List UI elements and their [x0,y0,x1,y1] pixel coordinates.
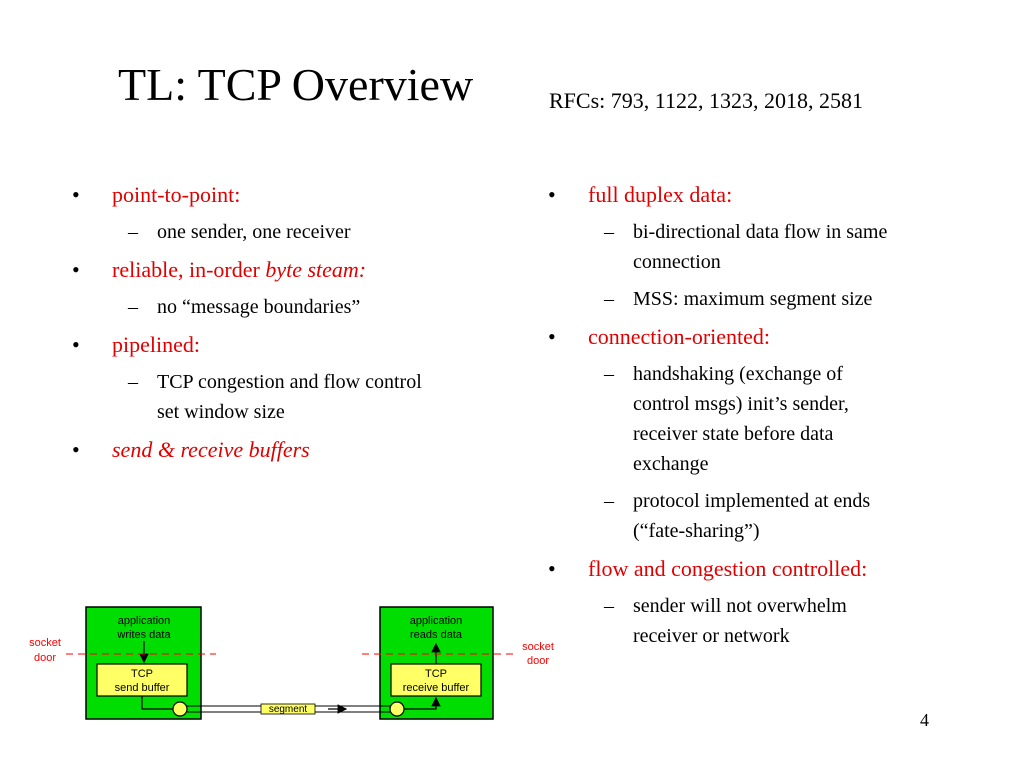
sender-app-label: writes data [117,629,171,641]
dash-marker: – [604,363,614,385]
tcp-buffer-diagram [0,600,600,730]
bullet-reliable [72,255,512,285]
dash-marker: – [128,296,138,318]
sub-item [548,284,988,314]
dash-marker: – [128,221,138,243]
sub-text: one sender, one receiver [157,221,351,243]
bullet-heading: flow and congestion controlled: [588,556,868,581]
receiver-socket [390,702,404,716]
receive-buffer-label: TCP [425,668,447,680]
send-buffer-label: TCP [131,668,153,680]
sub-item [548,359,988,479]
right-socket-door-label: socket [522,641,554,653]
bullet-heading: pipelined: [112,332,200,357]
sub-text-line: receiver state before data [633,423,834,445]
bullet-heading: reliable, in-order [112,257,266,282]
bullet-marker: • [548,324,556,349]
left-socket-door-label: socket [29,637,61,649]
bullet-flow-congestion [548,554,988,584]
dash-marker: – [604,490,614,512]
dash-marker: – [604,288,614,310]
right-socket-door-label: door [526,655,550,667]
right-column [548,180,988,651]
send-buffer-label: send buffer [114,682,170,694]
left-socket-door-label: door [33,652,57,664]
rfc-list: RFCs: 793, 1122, 1323, 2018, 2581 [549,88,863,113]
receive-buffer-label: receive buffer [402,682,470,694]
sub-text: MSS: maximum segment size [633,288,873,310]
bullet-heading-italic: send & receive buffers [112,437,310,462]
sub-item [72,367,512,427]
sub-text-line: connection [633,251,721,273]
sender-app-label: application [117,615,171,627]
sub-item [548,486,988,546]
bullet-full-duplex [548,180,988,210]
bullet-buffers [72,435,512,465]
sub-text-line: control msgs) init’s sender, [633,393,849,415]
sub-item [548,217,988,277]
left-column [72,180,512,465]
sub-text-line: exchange [633,453,709,475]
bullet-heading-italic: byte steam: [265,257,367,282]
sub-text: no “message boundaries” [157,296,361,318]
bullet-pipelined [72,330,512,360]
sub-text-line: sender will not overwhelm [633,595,847,617]
dash-marker: – [604,221,614,243]
bullet-point-to-point [72,180,512,210]
sub-text-line: protocol implemented at ends [633,490,871,512]
bullet-heading: point-to-point: [112,182,241,207]
bullet-marker: • [548,182,556,207]
segment-label: segment [268,704,308,715]
bullet-heading: full duplex data: [588,182,733,207]
sub-item [72,217,512,247]
bullet-heading: connection-oriented: [588,324,771,349]
dash-marker: – [128,371,138,393]
bullet-marker: • [72,437,80,462]
receiver-app-label: application [409,615,463,627]
slide-title: TL: TCP Overview [118,59,474,110]
bullet-marker: • [548,556,556,581]
page-number: 4 [920,710,929,730]
sub-text-line: receiver or network [633,625,790,647]
sub-text-line: (“fate-sharing”) [633,520,760,542]
sub-text-line: set window size [157,401,285,423]
dash-marker: – [604,595,614,617]
sub-text-line: bi-directional data flow in same [633,221,888,243]
sub-item [548,591,988,651]
bullet-marker: • [72,332,80,357]
bullet-connection-oriented [548,322,988,352]
bullet-marker: • [72,257,80,282]
bullet-marker: • [72,182,80,207]
sender-socket [173,702,187,716]
sub-item [72,292,512,322]
receiver-app-label: reads data [410,629,462,641]
sub-text-line: TCP congestion and flow control [157,371,422,393]
sub-text-line: handshaking (exchange of [633,363,843,385]
